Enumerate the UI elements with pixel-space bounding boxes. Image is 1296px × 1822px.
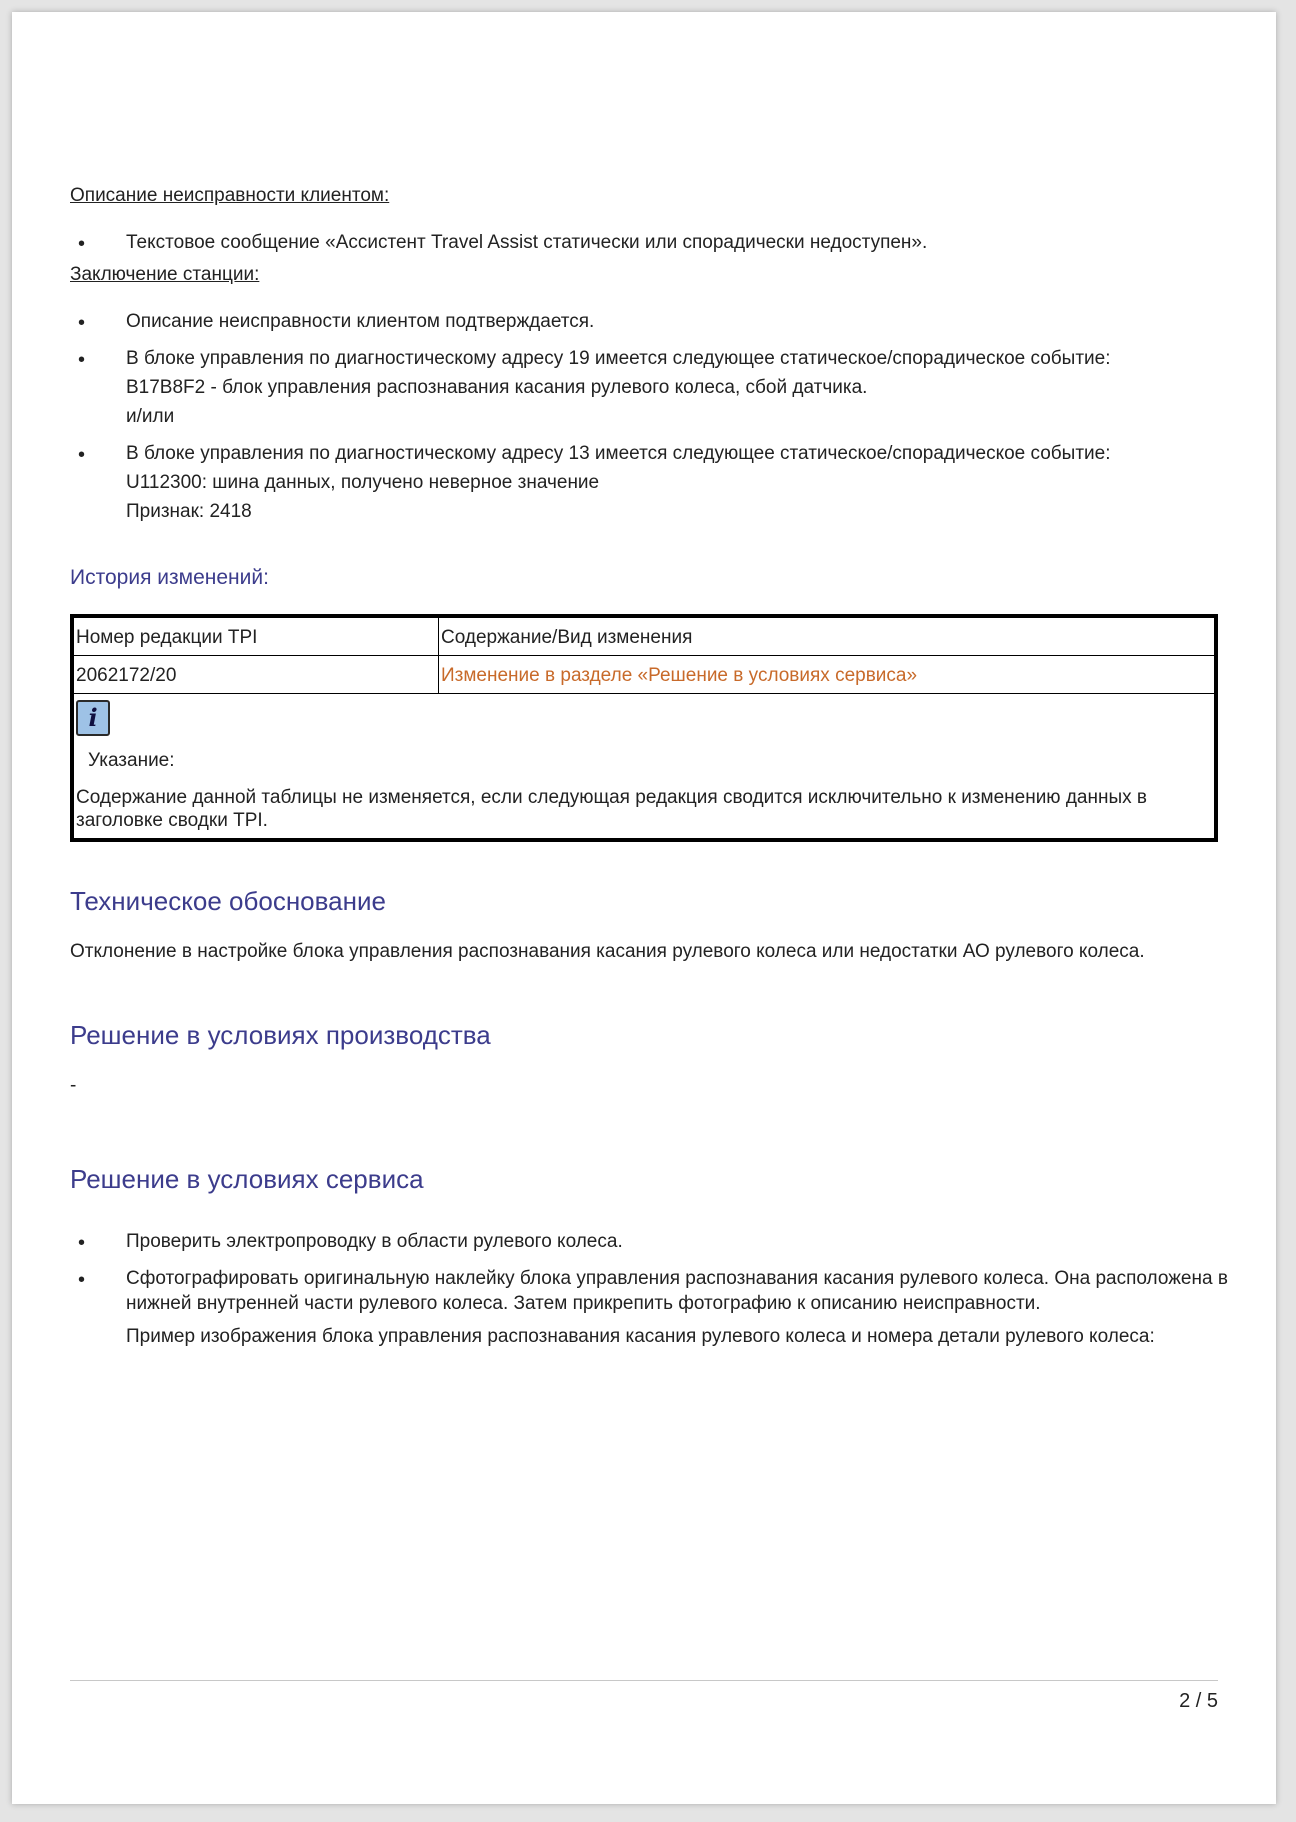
event-extra: и/или <box>126 406 175 427</box>
list-item: • Текстовое сообщение «Ассистент Travel Assist статически или спорадически недоступен». <box>70 230 1230 255</box>
tech-text: Отклонение в настройке блока управления распознавания касания рулевого колеса или недостатки АО рулевого колеса. <box>70 941 1145 962</box>
list-item <box>70 441 1230 524</box>
history-table <box>70 614 1218 842</box>
service-step-text: • Сфотографировать оригинальную наклейку блока управления распознавания касания рулевого колеса. Она расположена в нижней внутренней части рулевого колеса. Затем прикрепить фотографию к описанию неисправности. <box>126 1268 1228 1314</box>
service-heading: Решение в условиях сервиса <box>70 1164 424 1194</box>
service-step-extra: Пример изображения блока управления распознавания касания рулевого колеса и номера детали рулевого колеса: <box>126 1326 1155 1347</box>
production-text: - <box>70 1075 77 1096</box>
note-cell <box>72 694 1216 841</box>
list-item: • Описание неисправности клиентом подтверждается. <box>70 309 1230 334</box>
event-extra: Признак: 2418 <box>126 501 252 522</box>
service-list <box>70 1229 1230 1349</box>
page-content <box>70 184 1230 1361</box>
event-code: U112300: шина данных, получено неверное значение <box>126 472 600 493</box>
table-row <box>72 694 1216 841</box>
list-item <box>70 1266 1230 1349</box>
event-text: • В блоке управления по диагностическому адресу 13 имеется следующее статическое/спорадическое событие: <box>126 443 1111 464</box>
document-page <box>12 12 1276 1804</box>
fault-heading: Описание неисправности клиентом: <box>70 185 390 206</box>
history-heading: История изменений: <box>70 566 269 589</box>
note-text: Содержание данной таблицы не изменяется, если следующая редакция сводится исключительно к изменению данных в заголовке сводки TPI. <box>76 787 1148 831</box>
fault-list <box>70 230 1230 255</box>
col-header-change: Содержание/Вид изменения <box>439 616 1217 656</box>
list-item <box>70 346 1230 429</box>
footer-divider <box>70 1680 1218 1681</box>
tech-heading: Техническое обоснование <box>70 886 386 916</box>
conclusion-heading: Заключение станции: <box>70 264 260 285</box>
event-text: • В блоке управления по диагностическому адресу 19 имеется следующее статическое/спорадическое событие: <box>126 348 1111 369</box>
list-item: • Проверить электропроводку в области рулевого колеса. <box>70 1229 1230 1254</box>
conclusion-list <box>70 309 1230 524</box>
note-label: Указание: <box>88 750 175 771</box>
table-row <box>72 656 1216 694</box>
col-header-number: Номер редакции TPI <box>72 616 439 656</box>
production-heading: Решение в условиях производства <box>70 1020 491 1050</box>
revision-change: Изменение в разделе «Решение в условиях сервиса» <box>439 656 1217 694</box>
info-icon: i <box>76 700 110 736</box>
revision-number: 2062172/20 <box>72 656 439 694</box>
page-number: 2 / 5 <box>1179 1690 1218 1712</box>
event-code: B17B8F2 - блок управления распознавания касания рулевого колеса, сбой датчика. <box>126 377 868 398</box>
table-row <box>72 616 1216 656</box>
